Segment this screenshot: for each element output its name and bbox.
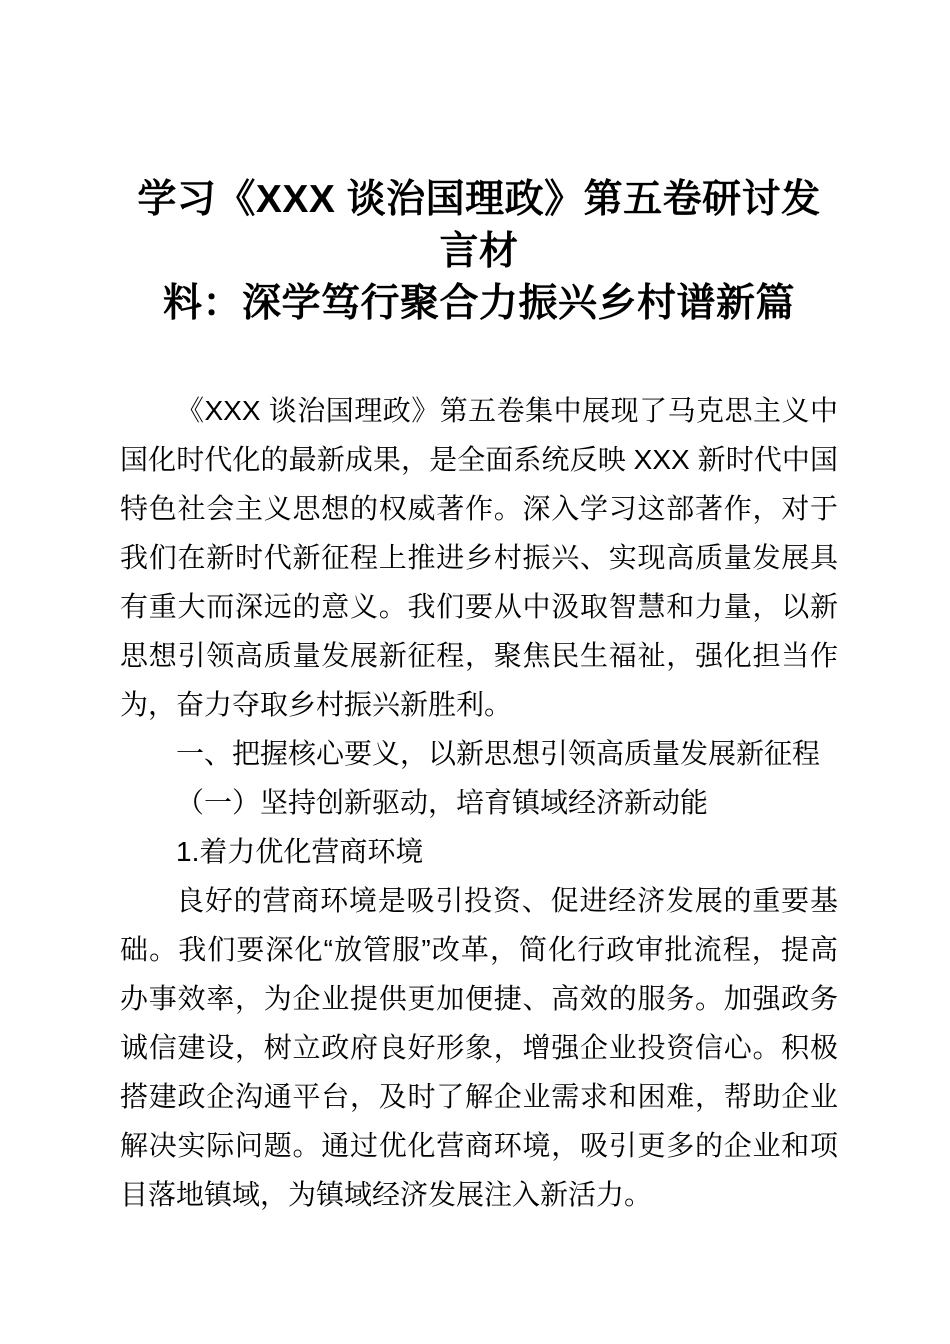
document-title-line-2: 料：深学笃行聚合力振兴乡村谱新篇: [162, 282, 795, 325]
intro-paragraph: 《XXX 谈治国理政》第五卷集中展现了马克思主义中国化时代化的最新成果，是全面系统反映 XXX 新时代中国特色社会主义思想的权威著作。深入学习这部著作，对于我们在新时代新征程上推进乡村振兴、实现高质量发展具有重大而深远的意义。我们要从中汲取智慧和力量，以新思想引领高质量发展新征程，聚焦民生福祉，强化担当作为，奋力夺取乡村振兴新胜利。: [120, 395, 838, 720]
document-title: [120, 174, 838, 330]
point-heading-1: 1.着力优化营商环境: [176, 836, 424, 867]
body-paragraph-business-environment: 良好的营商环境是吸引投资、促进经济发展的重要基础。我们要深化“放管服”改革，简化行政审批流程，提高办事效率，为企业提供更加便捷、高效的服务。加强政务诚信建设，树立政府良好形象，增强企业投资信心。积极搭建政企沟通平台，及时了解企业需求和困难，帮助企业解决实际问题。通过优化营商环境，吸引更多的企业和项目落地镇域，为镇域经济发展注入新活力。: [120, 885, 838, 1210]
subsection-heading-1-1: （一）坚持创新驱动，培育镇域经济新动能: [176, 787, 709, 818]
section-heading-1: 一、把握核心要义，以新思想引领高质量发展新征程: [176, 738, 821, 769]
document-body: [120, 386, 838, 1219]
document-title-line-1: 学习《XXX 谈治国理政》第五卷研讨发言材: [137, 178, 821, 273]
